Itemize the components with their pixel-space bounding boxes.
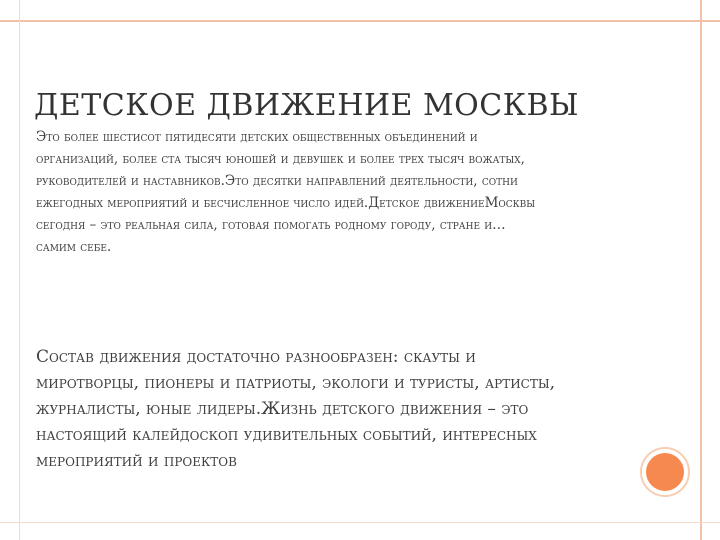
slide-frame-bottom xyxy=(0,522,720,540)
decorative-circle-dot xyxy=(646,453,684,491)
slide-frame-top xyxy=(0,0,720,22)
body-paragraph-2: Состав движения достаточно разнообразен: скауты и миротворцы, пионеры и патриоты, экологи и туристы, артисты, журналисты, юные лидеры.Жизнь детского движения – это настоящий калейдоскоп удивительных событий, интересных мероприятий и проектов xyxy=(36,347,556,471)
body-paragraph-1: Это более шестисот пятидесяти детских общественных объединений и организаций, более ста тысяч юношей и девушек и более трех тысяч вожатых, руководителей и наставников.Это десятки направлений деятельности, сотни ежегодных мероприятий и бесчисленное число идей.Детское движениеМосквы сегодня – это реальная сила, готовая помогать родному городу, стране и… самим себе. xyxy=(36,129,536,255)
slide-title: ДЕТСКОЕ ДВИЖЕНИЕ МОСКВЫ xyxy=(34,88,580,123)
slide-frame-right xyxy=(700,0,720,540)
slide-frame-left xyxy=(0,0,20,540)
